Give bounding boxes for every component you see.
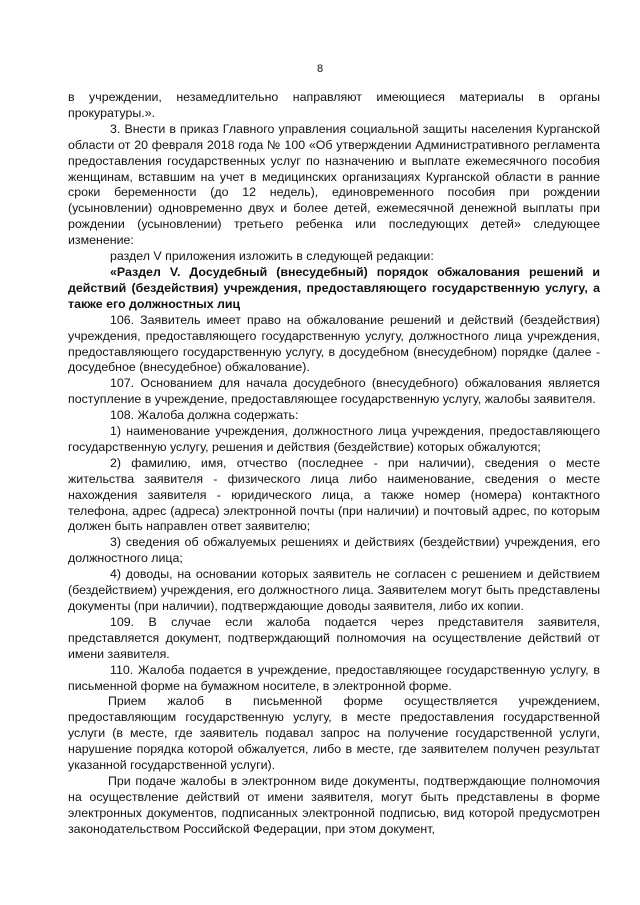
paragraph: 108. Жалоба должна содержать: (110, 408, 299, 423)
paragraph: 109. В случае если жалоба подается через представителя заявителя, представляется документ, подтверждающий полномочия на осуществление действий от имени заявителя. (68, 614, 600, 661)
paragraph: в учреждении, незамедлительно направляют имеющиеся материалы в органы прокуратуры.». (68, 90, 600, 120)
list-item: 2) фамилию, имя, отчество (последнее - при наличии), сведения о месте жительства заявителя - физического лица либо наименование, сведения о месте нахождения заявителя - юридического лица, а также номер (номера) контактного телефона, адрес (адреса) электронной почты (при наличии) и почтовый адрес, по которым должен быть направлен ответ заявителю; (68, 455, 600, 534)
paragraph: 106. Заявитель имеет право на обжалование решений и действий (бездействия) учреждения, предоставляющего государственную услугу, должностного лица учреждения, предоставляющего государственную услугу, в досудебном (внесудебном) порядке (далее - досудебное (внесудебное) обжалование). (68, 312, 600, 375)
paragraph: 3. Внести в приказ Главного управления социальной защиты населения Курганской области от 20 февраля 2018 года № 100 «Об утверждении Административного регламента предоставления государственных услуг по назначению и выплате ежемесячного пособия женщинам, вставшим на учет в медицинских организациях Курганской области в ранние сроки беременности (до 12 недель), единовременного пособия при рождении (усыновлении) одновременно двух и более детей, ежемесячной денежной выплаты при рождении (усыновлении) третьего ребенка или последующих детей» следующее изменение: (68, 121, 600, 248)
paragraph: раздел V приложения изложить в следующей редакции: (110, 249, 434, 264)
section-heading: «Раздел V. Досудебный (внесудебный) порядок обжалования решений и действий (бездействия) учреждения, предоставляющего государственную услугу, а также его должностных лиц (68, 264, 600, 311)
page-number: 8 (316, 63, 324, 75)
paragraph: При подаче жалобы в электронном виде документы, подтверждающие полномочия на осуществление действий от имени заявителя, могут быть представлены в форме электронных документов, подписанных электронной подписью, вид которой предусмотрен законодательством Российской Федерации, при этом документ, (68, 773, 600, 836)
list-item: 1) наименование учреждения, должностного лица учреждения, предоставляющего государственную услугу, решения и действия (бездействие) которых обжалуются; (68, 424, 600, 454)
list-item: 4) доводы, на основании которых заявитель не согласен с решением и действием (бездействием) учреждения, его должностного лица. Заявителем могут быть представлены документы (при наличии), подтверждающие доводы заявителя, либо их копии. (68, 567, 600, 613)
list-item: 3) сведения об обжалуемых решениях и действиях (бездействии) учреждения, его должностного лица; (68, 535, 600, 566)
paragraph: Прием жалоб в письменной форме осуществляется учреждением, предоставляющим государственную услугу, в месте предоставления государственной услуги (в месте, где заявитель подавал запрос на получение государственной услуги, нарушение порядка которой обжалуется, либо в месте, где заявителем получен результат указанной государственной услуги). (68, 694, 600, 773)
document-body (68, 90, 600, 838)
paragraph: 110. Жалоба подается в учреждение, предоставляющее государственную услугу, в письменной форме на бумажном носителе, в электронной форме. (68, 662, 600, 693)
paragraph: 107. Основанием для начала досудебного (внесудебного) обжалования является поступление в учреждение, предоставляющее государственную услугу, жалобы заявителя. (68, 376, 600, 407)
